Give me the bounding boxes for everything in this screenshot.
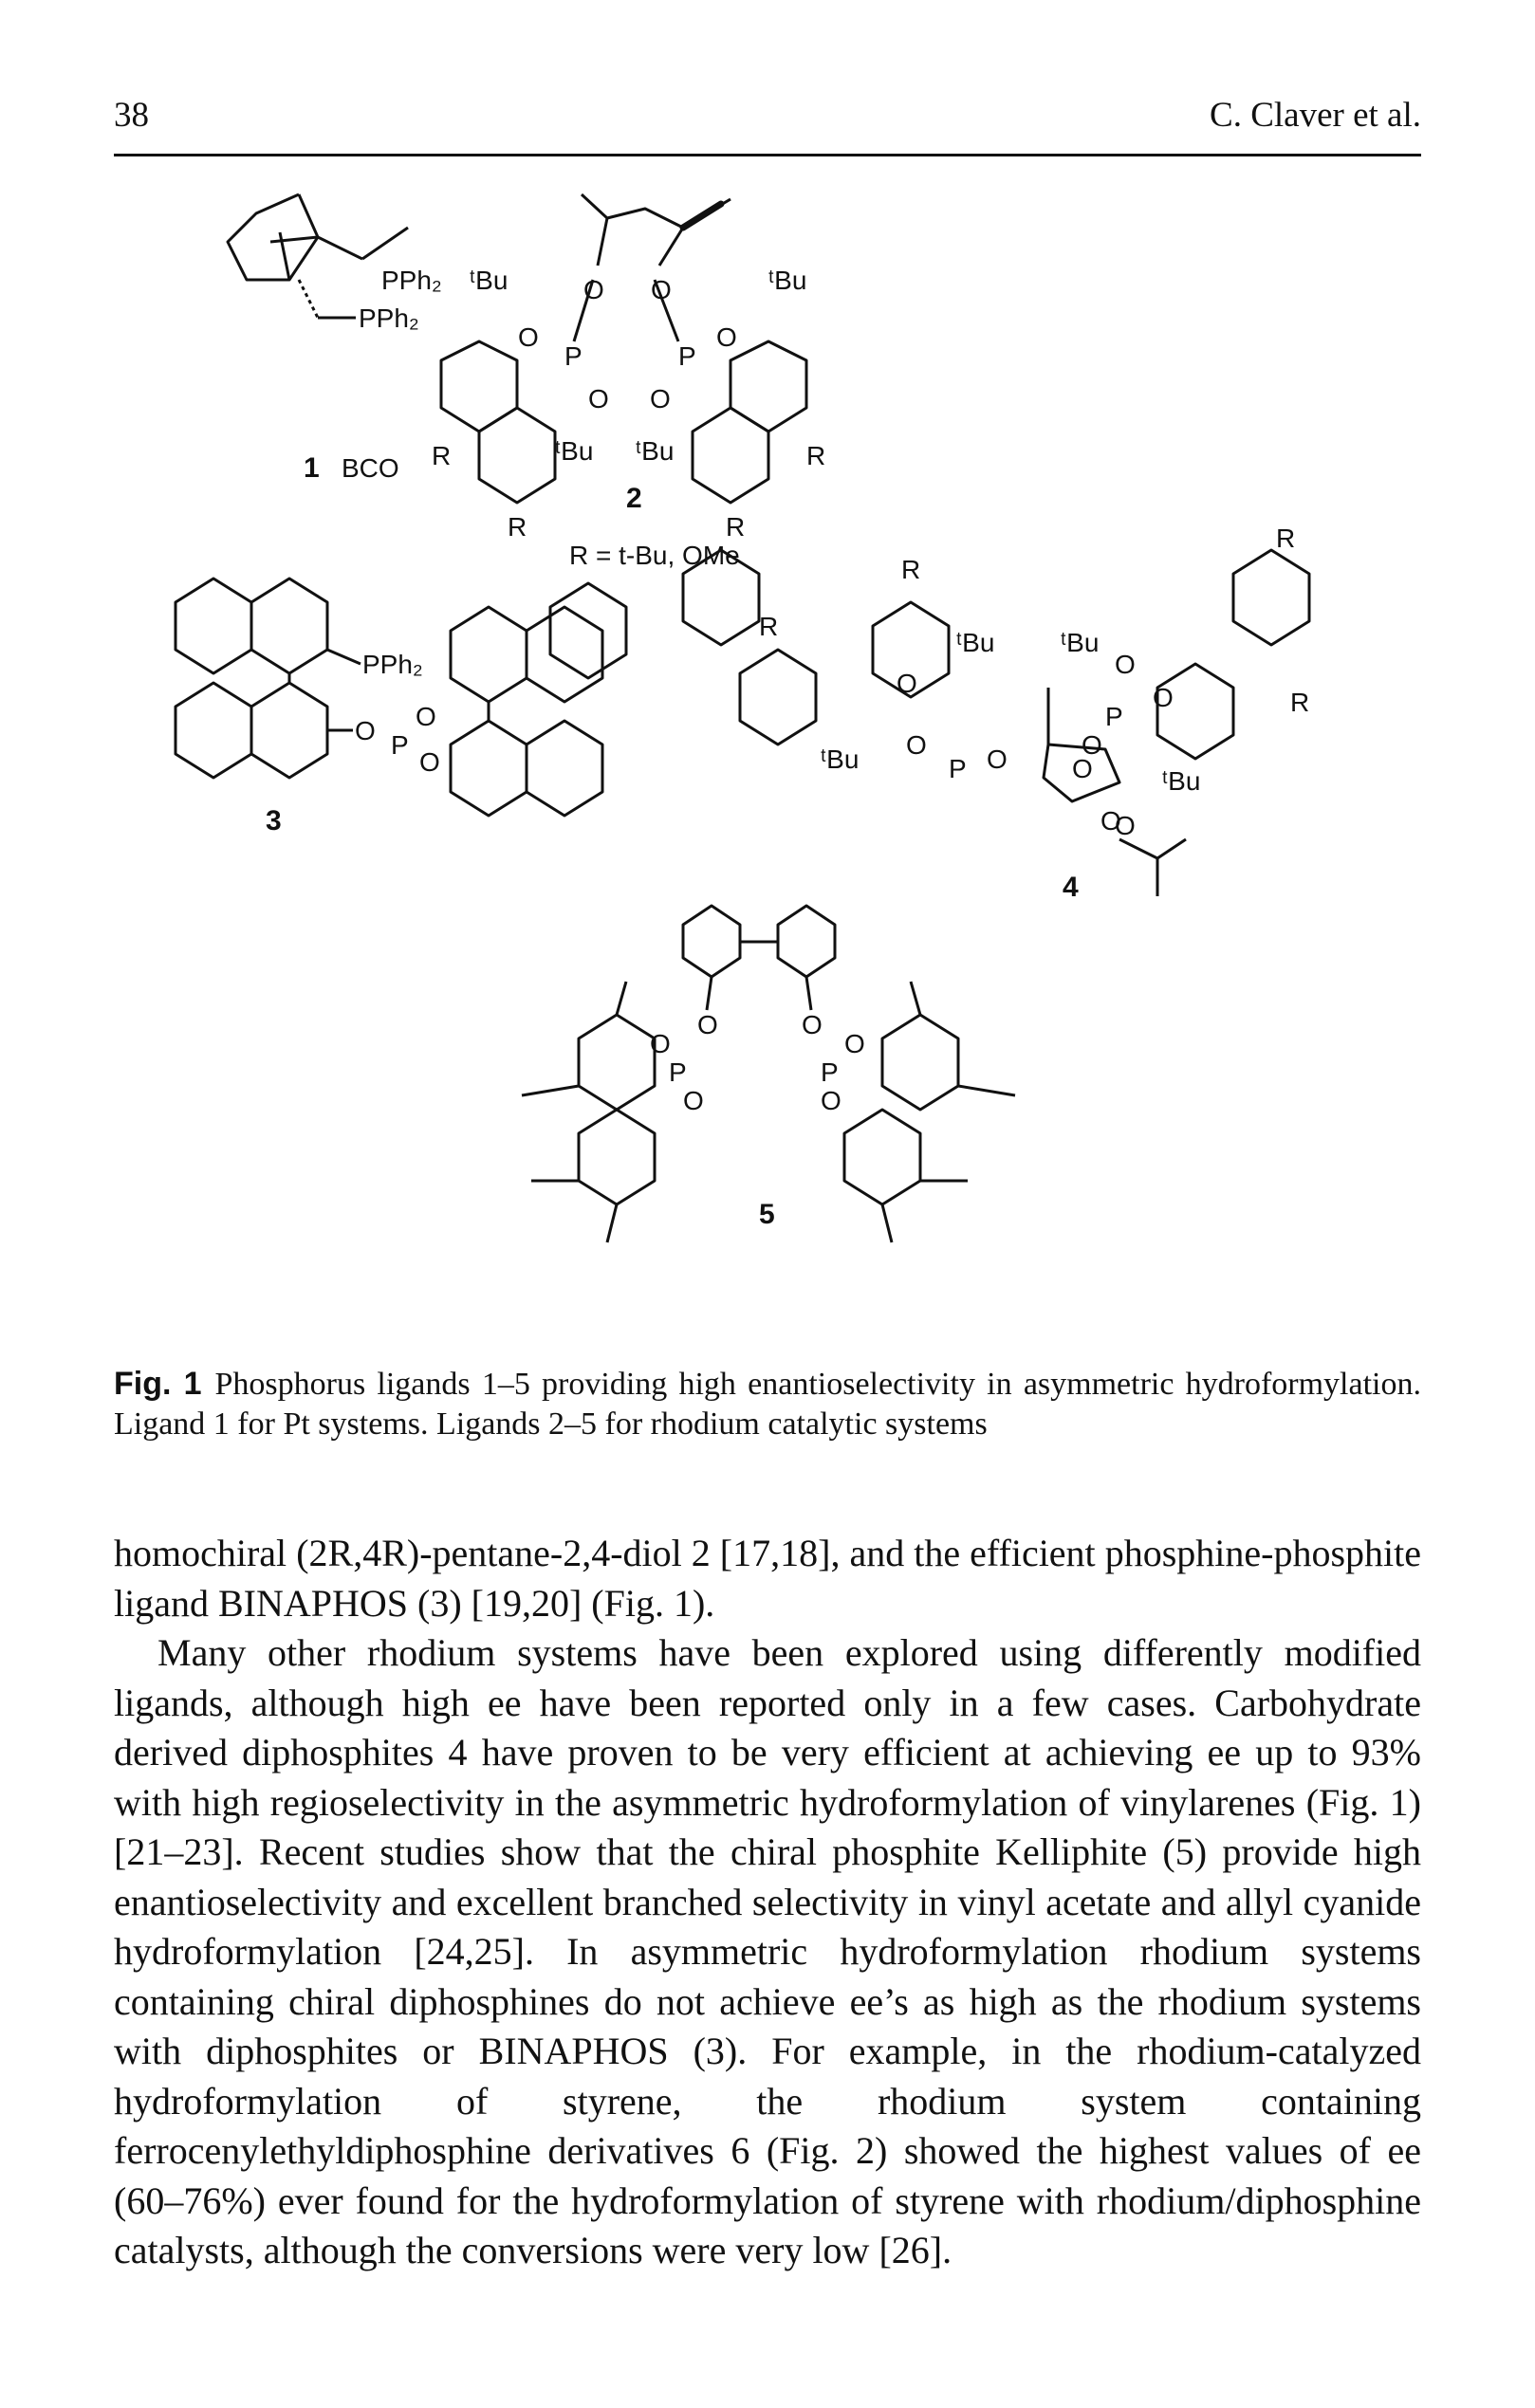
caption-label: Fig. 1 <box>114 1366 202 1402</box>
compound-4-tbu-3: ᵗBu <box>1061 628 1100 657</box>
compound-4-r-1: R <box>901 555 921 584</box>
compound-4-r-3: R <box>1276 524 1296 553</box>
compound-2-tbu-4: ᵗBu <box>636 436 675 466</box>
compound-4-o-5: O <box>1153 683 1174 712</box>
compound-1-pph2-upper: PPh₂ <box>381 266 442 295</box>
compound-2-structure <box>432 194 825 570</box>
compound-2-o-right-2: O <box>716 322 737 352</box>
compound-5-o-1: O <box>697 1010 718 1039</box>
compound-1-name: BCO <box>342 453 399 483</box>
compound-4-o-7: O <box>1072 754 1093 783</box>
compound-3-o-1: O <box>355 716 376 745</box>
figure-1 <box>114 175 1421 1361</box>
compound-5-number: 5 <box>759 1199 775 1230</box>
compound-5-o-4: O <box>683 1086 704 1115</box>
compound-2-p-right: P <box>678 341 696 371</box>
compound-1-structure <box>228 194 442 484</box>
compound-3-o-3: O <box>419 747 440 777</box>
compound-5-o-6: O <box>821 1086 841 1115</box>
compound-3-p: P <box>391 730 409 760</box>
compound-4-p-1: P <box>949 754 967 783</box>
compound-4-structure <box>550 524 1309 903</box>
compound-5-o-2: O <box>802 1010 823 1039</box>
ligand-structures <box>114 175 1421 1361</box>
running-head: C. Claver et al. <box>1210 96 1421 135</box>
compound-2-o-left: O <box>583 275 604 304</box>
compound-5-structure <box>522 906 1015 1242</box>
compound-4-o-2: O <box>906 730 927 760</box>
page-number: 38 <box>114 96 149 135</box>
compound-2-r-3: R <box>806 441 826 470</box>
compound-2-p-left: P <box>564 341 583 371</box>
page-header <box>114 95 1421 156</box>
compound-4-tbu-4: ᵗBu <box>1162 766 1201 796</box>
compound-1-number: 1 <box>304 452 320 484</box>
compound-4-o-4: O <box>1115 650 1136 679</box>
paragraph-1: homochiral (2R,4R)-pentane-2,4-diol 2 [17,18], and the efficient phosphine-phosphite ligand BINAPHOS (3) [19,20] (Fig. 1). <box>114 1532 1421 1625</box>
compound-2-r-4: R <box>726 512 746 542</box>
compound-4-o-8: O <box>1100 806 1121 836</box>
compound-4-p-2: P <box>1105 702 1123 731</box>
compound-3-structure <box>176 579 602 836</box>
compound-2-r-1: R <box>432 441 452 470</box>
compound-5-p-right: P <box>821 1057 839 1087</box>
compound-2-tbu-3: ᵗBu <box>768 266 807 295</box>
compound-2-tbu-1: ᵗBu <box>470 266 509 295</box>
compound-2-o-right-3: O <box>650 384 671 414</box>
compound-3-o-2: O <box>416 702 436 731</box>
paragraph-2: Many other rhodium systems have been explored using differently modified ligands, although high ee have been reported only in a few cases. Carbohydrate derived diphosphites 4 have proven to be very efficient at achieving ee up to 93% with high regioselectivity in the asymmetric hydroformylation of vinylarenes (Fig. 1) [21–23]. Recent studies show that the chiral phosphite Kelliphite (5) provide high enantioselectivity and excellent branched selectivity in vinyl acetate and allyl cyanide hydroformylation [24,25]. In asymmetric hydroformylation rhodium systems containing chiral diphosphines do not achieve ee’s as high as the rhodium systems with diphosphites or BINAPHOS (3). For example, in the rhodium-catalyzed hydroformylation of styrene, the rhodium system containing ferrocenylethyldiphosphine derivatives 6 (Fig. 2) showed the highest values of ee (60–76%) ever found for the hydroformylation of styrene with rhodium/diphosphine catalysts, although the conversions were very low [26]. <box>114 1631 1421 2271</box>
compound-2-number: 2 <box>626 483 642 514</box>
compound-4-r-4: R <box>1290 688 1310 717</box>
compound-5-p-left: P <box>669 1057 687 1087</box>
compound-2-o-left-2: O <box>518 322 539 352</box>
compound-4-tbu-1: ᵗBu <box>956 628 995 657</box>
compound-2-o-left-3: O <box>588 384 609 414</box>
compound-3-number: 3 <box>266 805 282 836</box>
compound-4-o-1: O <box>897 669 917 698</box>
compound-4-o-6: O <box>1082 730 1102 760</box>
compound-2-r-2: R <box>508 512 527 542</box>
figure-caption <box>114 1364 1421 1444</box>
compound-5-o-5: O <box>844 1029 865 1058</box>
compound-4-tbu-2: ᵗBu <box>821 744 860 774</box>
compound-2-r-note: R = t-Bu, OMe <box>569 541 740 570</box>
body-text <box>114 1529 1421 2276</box>
compound-3-pph2: PPh₂ <box>362 650 423 679</box>
caption-text: Phosphorus ligands 1–5 providing high enantioselectivity in asymmetric hydroformylation. Ligand 1 for Pt systems. Ligands 2–5 for rhodium catalytic systems <box>114 1367 1421 1442</box>
compound-4-number: 4 <box>1063 872 1079 903</box>
compound-4-r-2: R <box>759 612 779 641</box>
compound-4-o-9: O <box>1115 811 1136 840</box>
compound-2-o-right: O <box>651 275 672 304</box>
compound-1-pph2-lower: PPh₂ <box>359 303 419 333</box>
compound-2-tbu-2: ᵗBu <box>555 436 594 466</box>
compound-5-o-3: O <box>650 1029 671 1058</box>
compound-4-o-3: O <box>987 744 1008 774</box>
